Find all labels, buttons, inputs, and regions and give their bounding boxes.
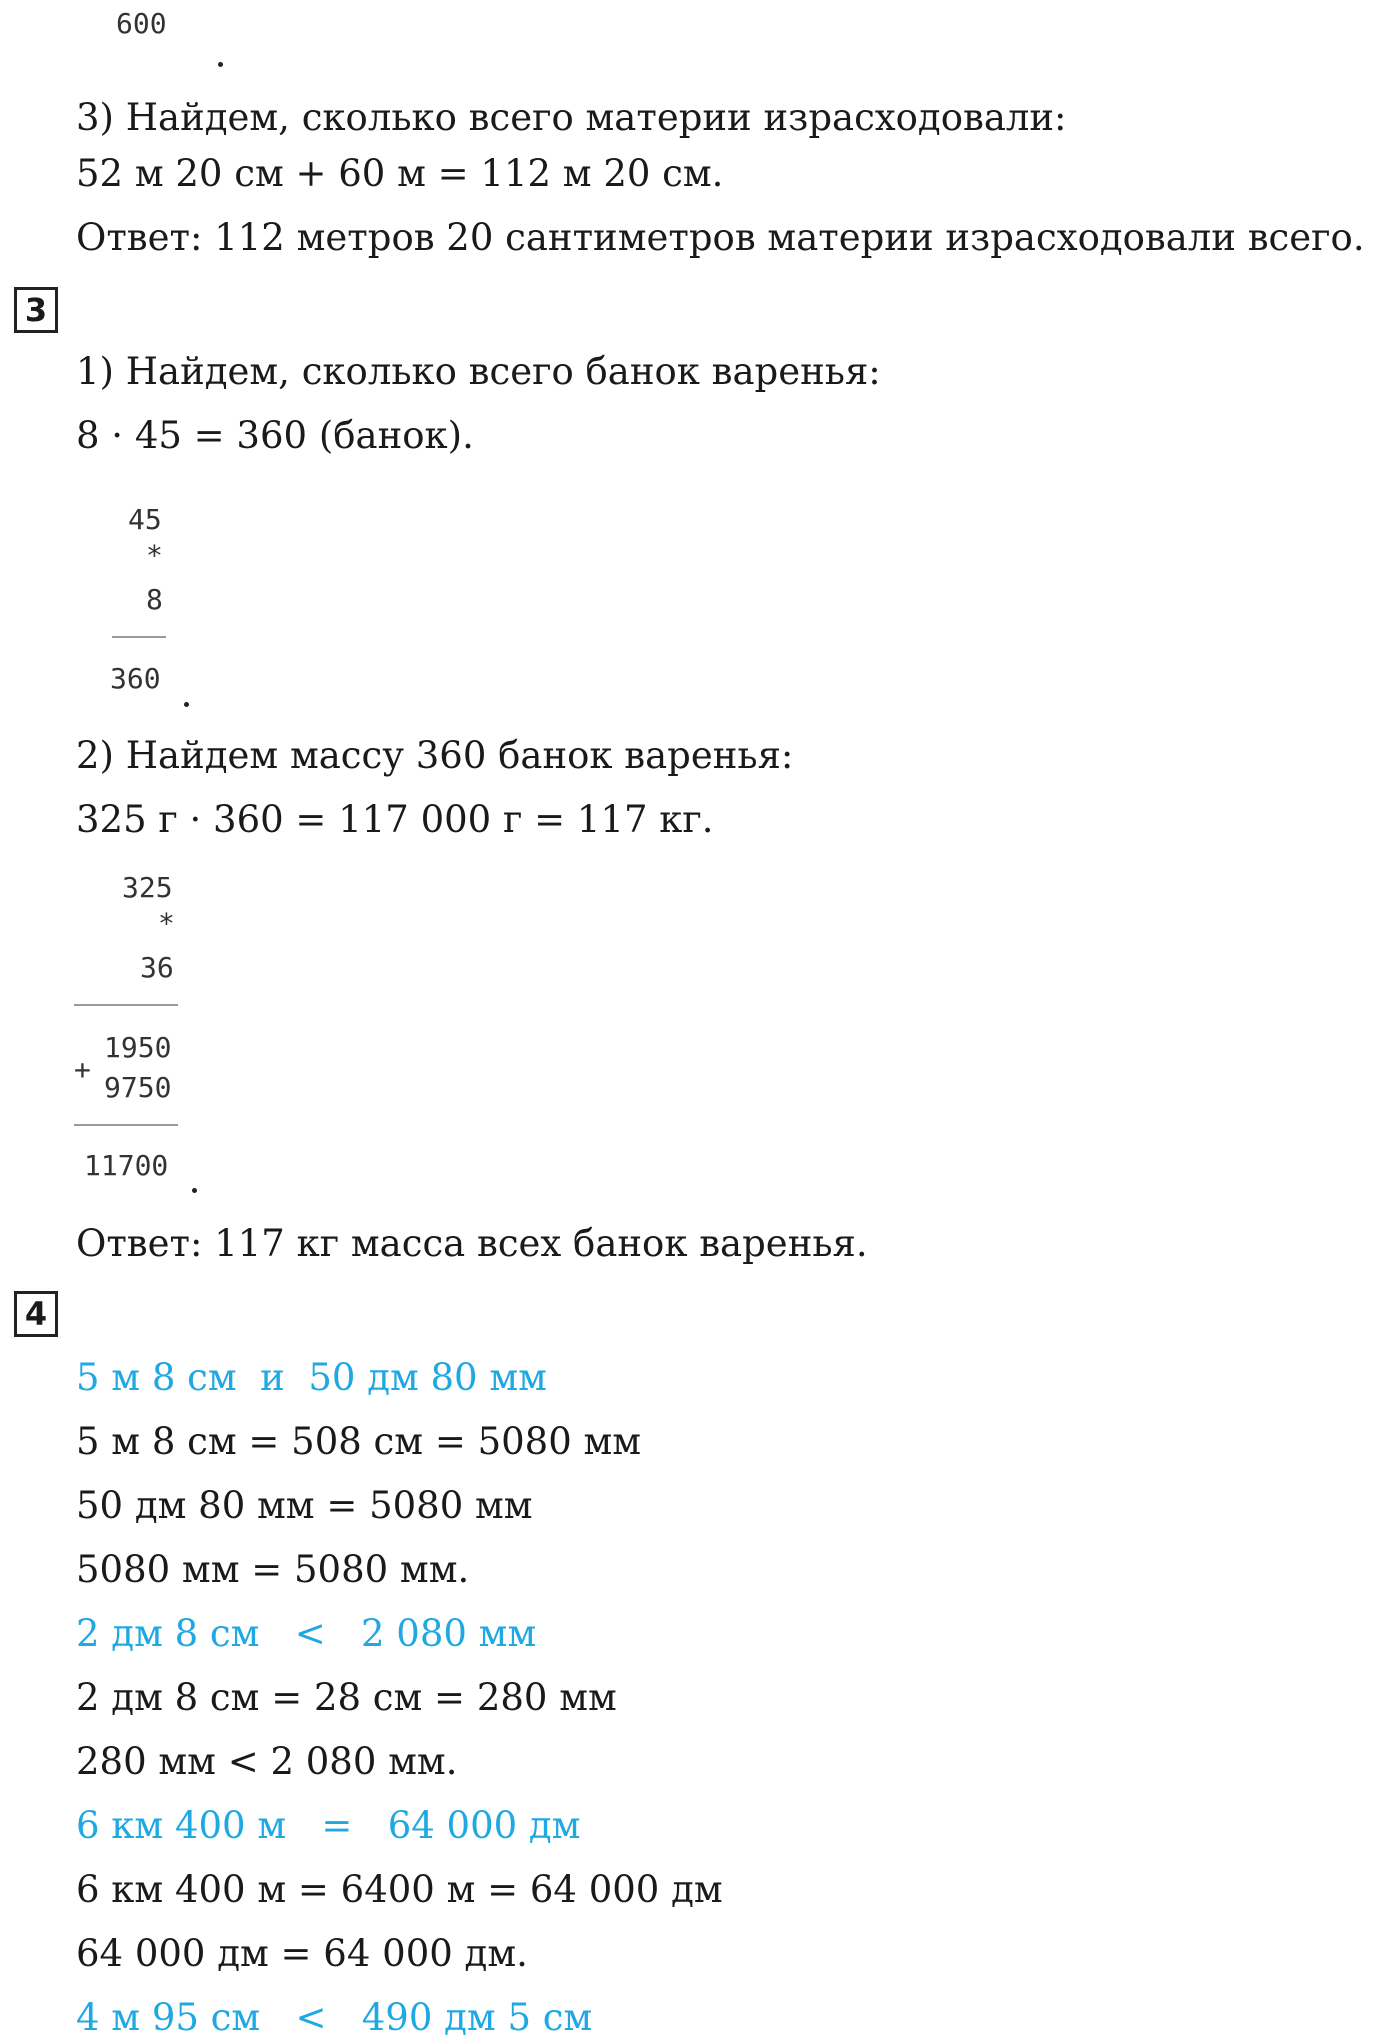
multiplicand: 45	[128, 503, 162, 536]
column-result: 11700	[84, 1149, 169, 1182]
multiplier: 8	[146, 583, 163, 616]
solution-line: 5 м 8 см = 508 см = 5080 мм	[76, 1420, 642, 1463]
period-mark	[192, 1188, 197, 1193]
solution-line: 2 дм 8 см = 28 см = 280 мм	[76, 1676, 617, 1719]
step-title: 3) Найдем, сколько всего материи израсходовали:	[76, 96, 1067, 139]
task-number-box: 3	[14, 287, 58, 333]
period-mark	[218, 62, 223, 67]
partial-product: 9750	[104, 1071, 172, 1104]
step-title: 2) Найдем массу 360 банок варенья:	[76, 734, 794, 777]
step-calculation: 8 · 45 = 360 (банок).	[76, 414, 474, 457]
column-rule	[74, 1004, 178, 1006]
answer-text: Ответ: 117 кг масса всех банок варенья.	[76, 1222, 868, 1265]
solution-line: 64 000 дм = 64 000 дм.	[76, 1932, 528, 1975]
comparison-task: 4 м 95 см < 490 дм 5 см	[76, 1996, 593, 2039]
column-rule	[112, 636, 166, 638]
comparison-task: 5 м 8 см и 50 дм 80 мм	[76, 1356, 547, 1399]
step-calculation: 325 г · 360 = 117 000 г = 117 кг.	[76, 798, 714, 841]
multiplier: 36	[140, 951, 174, 984]
task-number-box: 4	[14, 1291, 58, 1337]
comparison-task: 6 км 400 м = 64 000 дм	[76, 1804, 581, 1847]
column-result-partial: 600	[116, 7, 167, 40]
step-calculation: 52 м 20 см + 60 м = 112 м 20 см.	[76, 152, 724, 195]
period-mark	[184, 702, 189, 707]
solution-line: 5080 мм = 5080 мм.	[76, 1548, 470, 1591]
answer-text: Ответ: 112 метров 20 сантиметров материи израсходовали всего.	[76, 216, 1365, 259]
column-result: 360	[110, 662, 161, 695]
solution-line: 50 дм 80 мм = 5080 мм	[76, 1484, 533, 1527]
step-title: 1) Найдем, сколько всего банок варенья:	[76, 350, 881, 393]
multiplicand: 325	[122, 871, 173, 904]
solution-line: 6 км 400 м = 6400 м = 64 000 дм	[76, 1868, 723, 1911]
operator: *	[158, 907, 175, 940]
comparison-task: 2 дм 8 см < 2 080 мм	[76, 1612, 537, 1655]
plus-sign: +	[74, 1053, 91, 1086]
solution-line: 280 мм < 2 080 мм.	[76, 1740, 458, 1783]
partial-product: 1950	[104, 1031, 172, 1064]
operator: *	[146, 539, 163, 572]
column-rule	[74, 1124, 178, 1126]
